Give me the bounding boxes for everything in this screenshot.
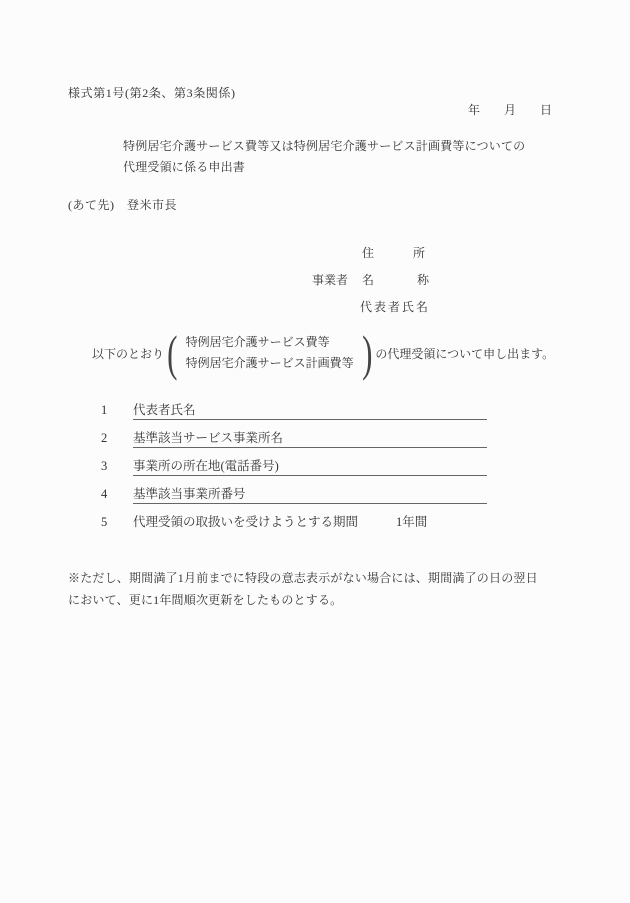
bracket-left-icon: ( [167,325,178,381]
item-number: 1 [101,403,108,417]
document-title-line-1: 特例居宅介護サービス費等又は特例居宅介護サービス計画費等についての [123,139,526,153]
document-title-line-2: 代理受領に係る申出書 [123,160,246,174]
date-day-label: 日 [540,103,553,117]
representative-name-label: 代表者氏名 [360,300,431,314]
applicant-name-label [362,271,429,288]
item-row-office-location [101,459,487,476]
addressee-line: (あて先) 登米市長 [68,198,177,212]
item-period-value: 1年間 [396,515,428,529]
item-row-office-number [101,487,487,504]
statement-line [92,325,555,381]
date-month-label: 月 [504,103,517,117]
item-number: 2 [101,431,108,445]
name-label-first: 名 [362,273,375,287]
name-label-second: 称 [416,273,429,287]
application-items-list [101,403,487,543]
applicant-address-label [362,244,425,261]
statement-suffix: の代理受領について申し出ます。 [375,346,555,361]
document-title [123,136,525,178]
date-year-label: 年 [468,103,481,117]
item-label-underlined: 事業所の所在地(電話番号) [133,459,487,476]
address-label-second: 所 [412,246,425,260]
item-row-office-name [101,431,487,448]
item-number: 3 [101,459,108,473]
business-operator-label: 事業者 [312,273,349,287]
item-row-period [101,515,487,532]
statement-prefix: 以下のとおり [92,346,165,361]
item-label-underlined: 基準該当サービス事業所名 [133,431,487,448]
statement-option-1: 特例居宅介護サービス費等 [185,335,330,349]
statement-option-2: 特例居宅介護サービス計画費等 [185,356,354,370]
form-number: 様式第1号(第2条、第3条関係) [68,86,236,100]
item-number: 5 [101,515,108,529]
item-number: 4 [101,487,108,501]
date-line [468,101,552,118]
item-label: 代理受領の取扱いを受けようとする期間 [133,515,359,529]
item-row-representative-name [101,403,487,420]
item-label-underlined: 代表者氏名 [133,403,487,420]
bracket-right-icon: ) [361,325,373,381]
statement-options [186,332,354,374]
footnote-line-1: ※ただし、期間満了1月前までに特段の意志表示がない場合には、期間満了の日の翌日 [68,571,538,585]
footnote [68,567,580,611]
address-label-first: 住 [362,246,375,260]
item-label-underlined: 基準該当事業所番号 [133,487,487,504]
footnote-line-2: において、更に1年間順次更新をしたものとする。 [68,593,343,607]
